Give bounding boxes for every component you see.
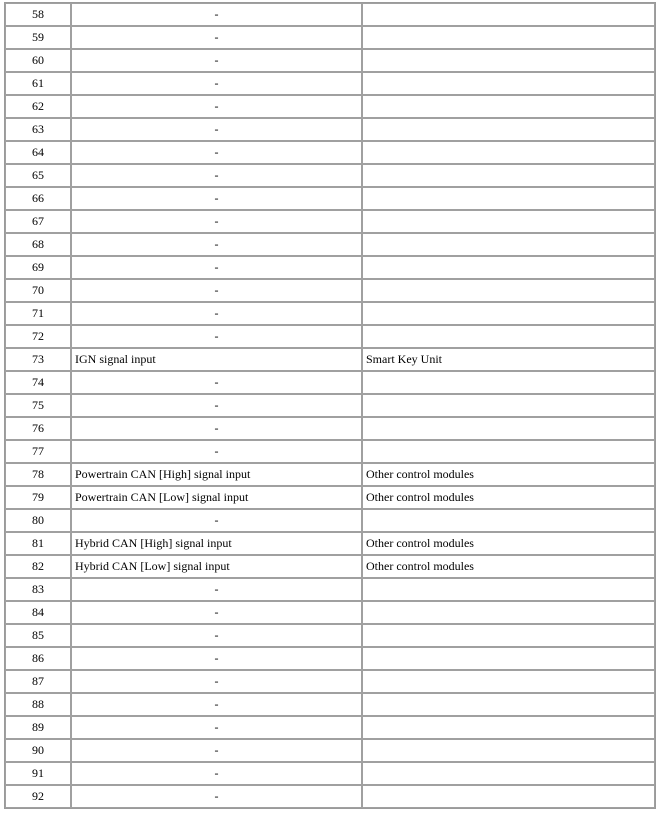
- connected-to-cell: [362, 693, 655, 716]
- connected-to-cell: [362, 440, 655, 463]
- table-row: [5, 302, 655, 325]
- connected-to-cell: [362, 670, 655, 693]
- connected-to-cell: [362, 578, 655, 601]
- description-cell: Powertrain CAN [Low] signal input: [71, 486, 362, 509]
- description-cell: Hybrid CAN [High] signal input: [71, 532, 362, 555]
- pin-number-cell: 73: [5, 348, 71, 371]
- pin-number-cell: 75: [5, 394, 71, 417]
- connected-to-cell: [362, 325, 655, 348]
- description-cell: -: [71, 624, 362, 647]
- connected-to-cell: [362, 210, 655, 233]
- table-row: [5, 394, 655, 417]
- connected-to-cell: [362, 509, 655, 532]
- description-cell: -: [71, 256, 362, 279]
- connected-to-cell: [362, 601, 655, 624]
- pin-number-cell: 89: [5, 716, 71, 739]
- table-row: [5, 233, 655, 256]
- connected-to-cell: [362, 624, 655, 647]
- pin-number-cell: 88: [5, 693, 71, 716]
- pin-number-cell: 68: [5, 233, 71, 256]
- pin-number-cell: 76: [5, 417, 71, 440]
- description-cell: -: [71, 95, 362, 118]
- description-cell: -: [71, 187, 362, 210]
- description-cell: -: [71, 601, 362, 624]
- pin-number-cell: 87: [5, 670, 71, 693]
- table-row: [5, 417, 655, 440]
- connected-to-cell: [362, 647, 655, 670]
- pin-number-cell: 60: [5, 49, 71, 72]
- table-row: [5, 716, 655, 739]
- description-cell: -: [71, 716, 362, 739]
- table-row: [5, 256, 655, 279]
- table-row: [5, 762, 655, 785]
- pin-number-cell: 71: [5, 302, 71, 325]
- description-cell: -: [71, 670, 362, 693]
- description-cell: -: [71, 739, 362, 762]
- description-cell: -: [71, 302, 362, 325]
- table-row: [5, 118, 655, 141]
- table-row: [5, 279, 655, 302]
- description-cell: -: [71, 49, 362, 72]
- description-cell: Powertrain CAN [High] signal input: [71, 463, 362, 486]
- pin-number-cell: 86: [5, 647, 71, 670]
- connected-to-cell: Smart Key Unit: [362, 348, 655, 371]
- description-cell: -: [71, 762, 362, 785]
- description-cell: -: [71, 693, 362, 716]
- pin-number-cell: 74: [5, 371, 71, 394]
- connected-to-cell: [362, 785, 655, 808]
- table-row: [5, 26, 655, 49]
- connected-to-cell: [362, 72, 655, 95]
- pin-number-cell: 91: [5, 762, 71, 785]
- connected-to-cell: [362, 417, 655, 440]
- connected-to-cell: Other control modules: [362, 555, 655, 578]
- connected-to-cell: Other control modules: [362, 486, 655, 509]
- table-row: [5, 647, 655, 670]
- description-cell: IGN signal input: [71, 348, 362, 371]
- table-row: [5, 210, 655, 233]
- connected-to-cell: Other control modules: [362, 532, 655, 555]
- description-cell: -: [71, 440, 362, 463]
- pin-number-cell: 79: [5, 486, 71, 509]
- description-cell: -: [71, 279, 362, 302]
- pin-number-cell: 70: [5, 279, 71, 302]
- table-row: [5, 624, 655, 647]
- table-row: [5, 49, 655, 72]
- table-row: [5, 72, 655, 95]
- table-row: [5, 578, 655, 601]
- connected-to-cell: [362, 49, 655, 72]
- connected-to-cell: [362, 394, 655, 417]
- description-cell: -: [71, 647, 362, 670]
- pin-number-cell: 62: [5, 95, 71, 118]
- pin-number-cell: 65: [5, 164, 71, 187]
- description-cell: -: [71, 417, 362, 440]
- connected-to-cell: [362, 762, 655, 785]
- pin-number-cell: 81: [5, 532, 71, 555]
- table-row: [5, 187, 655, 210]
- table-row: [5, 693, 655, 716]
- pin-number-cell: 67: [5, 210, 71, 233]
- pin-number-cell: 80: [5, 509, 71, 532]
- description-cell: -: [71, 141, 362, 164]
- table-row: [5, 141, 655, 164]
- description-cell: -: [71, 72, 362, 95]
- description-cell: -: [71, 26, 362, 49]
- description-cell: -: [71, 785, 362, 808]
- connected-to-cell: [362, 256, 655, 279]
- table-row: [5, 785, 655, 808]
- table-row: [5, 670, 655, 693]
- table-row: [5, 348, 655, 371]
- description-cell: -: [71, 118, 362, 141]
- table-row: [5, 509, 655, 532]
- pin-number-cell: 77: [5, 440, 71, 463]
- connected-to-cell: [362, 739, 655, 762]
- table-row: [5, 371, 655, 394]
- pin-number-cell: 92: [5, 785, 71, 808]
- pin-number-cell: 90: [5, 739, 71, 762]
- pin-number-cell: 69: [5, 256, 71, 279]
- description-cell: -: [71, 233, 362, 256]
- connected-to-cell: [362, 3, 655, 26]
- description-cell: -: [71, 3, 362, 26]
- pin-number-cell: 66: [5, 187, 71, 210]
- pin-number-cell: 83: [5, 578, 71, 601]
- table-row: [5, 739, 655, 762]
- description-cell: -: [71, 509, 362, 532]
- table-row: [5, 463, 655, 486]
- table-row: [5, 486, 655, 509]
- connected-to-cell: [362, 233, 655, 256]
- connected-to-cell: [362, 187, 655, 210]
- pin-number-cell: 63: [5, 118, 71, 141]
- description-cell: -: [71, 578, 362, 601]
- description-cell: -: [71, 371, 362, 394]
- table-row: [5, 555, 655, 578]
- pin-number-cell: 85: [5, 624, 71, 647]
- connected-to-cell: [362, 279, 655, 302]
- table-row: [5, 95, 655, 118]
- table-row: [5, 440, 655, 463]
- description-cell: -: [71, 325, 362, 348]
- description-cell: Hybrid CAN [Low] signal input: [71, 555, 362, 578]
- description-cell: -: [71, 394, 362, 417]
- pin-number-cell: 78: [5, 463, 71, 486]
- connected-to-cell: Other control modules: [362, 463, 655, 486]
- description-cell: -: [71, 164, 362, 187]
- table-row: [5, 325, 655, 348]
- pin-number-cell: 61: [5, 72, 71, 95]
- pin-number-cell: 82: [5, 555, 71, 578]
- connected-to-cell: [362, 95, 655, 118]
- connected-to-cell: [362, 164, 655, 187]
- pin-function-table: [4, 2, 656, 809]
- table-row: [5, 3, 655, 26]
- connected-to-cell: [362, 26, 655, 49]
- table-row: [5, 601, 655, 624]
- pin-number-cell: 72: [5, 325, 71, 348]
- table-row: [5, 164, 655, 187]
- connected-to-cell: [362, 141, 655, 164]
- pin-table-body: [5, 3, 655, 808]
- pin-number-cell: 59: [5, 26, 71, 49]
- pin-number-cell: 58: [5, 3, 71, 26]
- table-row: [5, 532, 655, 555]
- pin-number-cell: 64: [5, 141, 71, 164]
- connected-to-cell: [362, 118, 655, 141]
- description-cell: -: [71, 210, 362, 233]
- connected-to-cell: [362, 716, 655, 739]
- connected-to-cell: [362, 371, 655, 394]
- pin-number-cell: 84: [5, 601, 71, 624]
- connected-to-cell: [362, 302, 655, 325]
